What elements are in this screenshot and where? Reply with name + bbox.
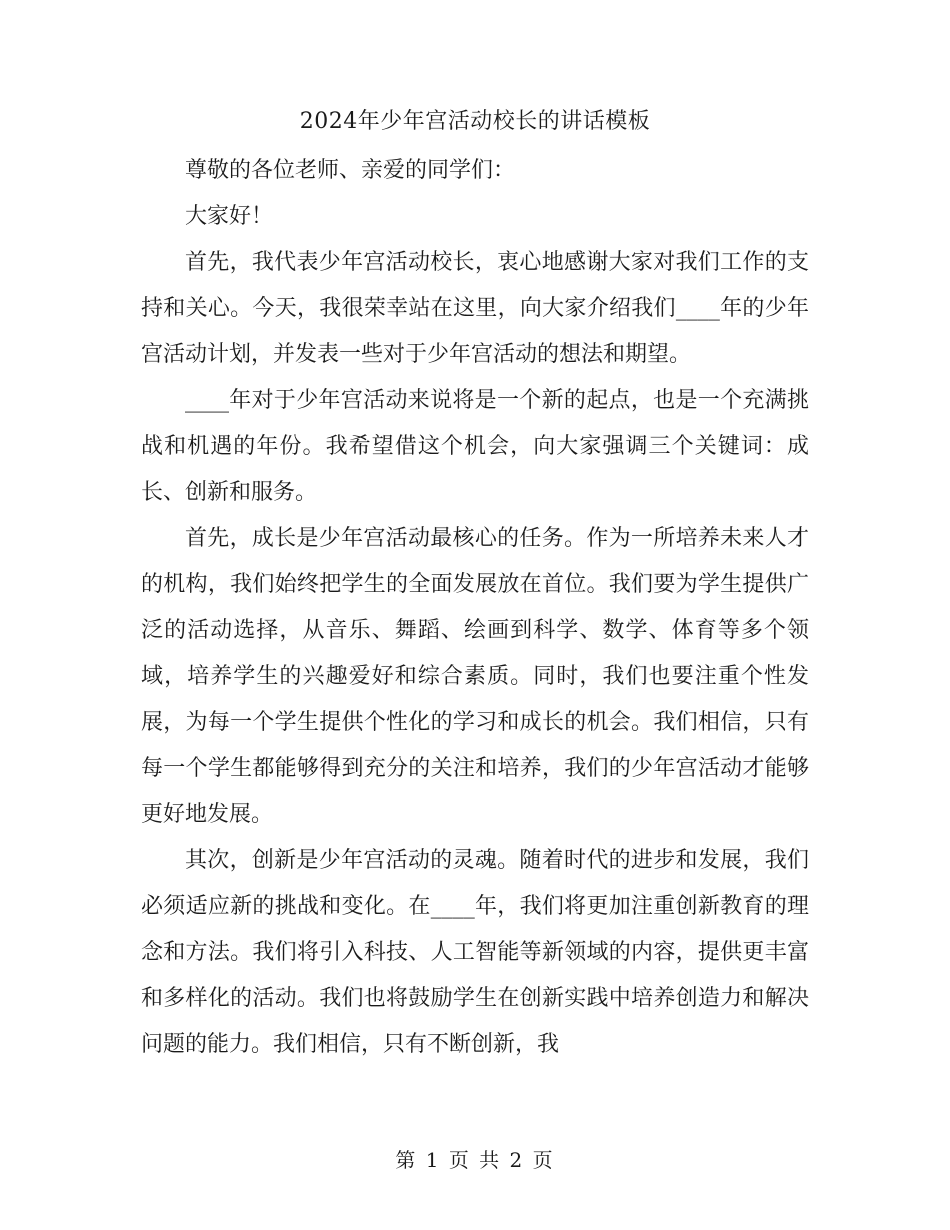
paragraph-growth: 首先，成长是少年宫活动最核心的任务。作为一所培养未来人才的机构，我们始终把学生的全面发展放在首位。我们要为学生提供广泛的活动选择，从音乐、舞蹈、绘画到科学、数学、体育等多个领域，培养学生的兴趣爱好和综合素质。同时，我们也要注重个性发展，为每一个学生提供个性化的学习和成长的机会。我们相信，只有每一个学生都能够得到充分的关注和培养，我们的少年宫活动才能够更好地发展。	[141, 526, 809, 827]
paragraph-salutation: 尊敬的各位老师、亲爱的同学们：	[185, 158, 516, 183]
paragraph-greeting: 大家好！	[185, 204, 274, 229]
document-body	[141, 148, 809, 1068]
paragraph-keywords: ____年对于少年宫活动来说将是一个新的起点，也是一个充满挑战和机遇的年份。我希望借这个机会，向大家强调三个关键词：成长、创新和服务。	[141, 388, 809, 505]
page-footer: 第 1 页 共 2 页	[395, 1148, 555, 1172]
document-title: 2024年少年宫活动校长的讲话模板	[299, 109, 651, 134]
paragraph-intro: 首先，我代表少年宫活动校长，衷心地感谢大家对我们工作的支持和关心。今天，我很荣幸站在这里，向大家介绍我们____年的少年宫活动计划，并发表一些对于少年宫活动的想法和期望。	[141, 250, 809, 367]
paragraph-innovation: 其次，创新是少年宫活动的灵魂。随着时代的进步和发展，我们必须适应新的挑战和变化。在____年，我们将更加注重创新教育的理念和方法。我们将引入科技、人工智能等新领域的内容，提供更丰富和多样化的活动。我们也将鼓励学生在创新实践中培养创造力和解决问题的能力。我们相信，只有不断创新，我	[141, 848, 809, 1057]
